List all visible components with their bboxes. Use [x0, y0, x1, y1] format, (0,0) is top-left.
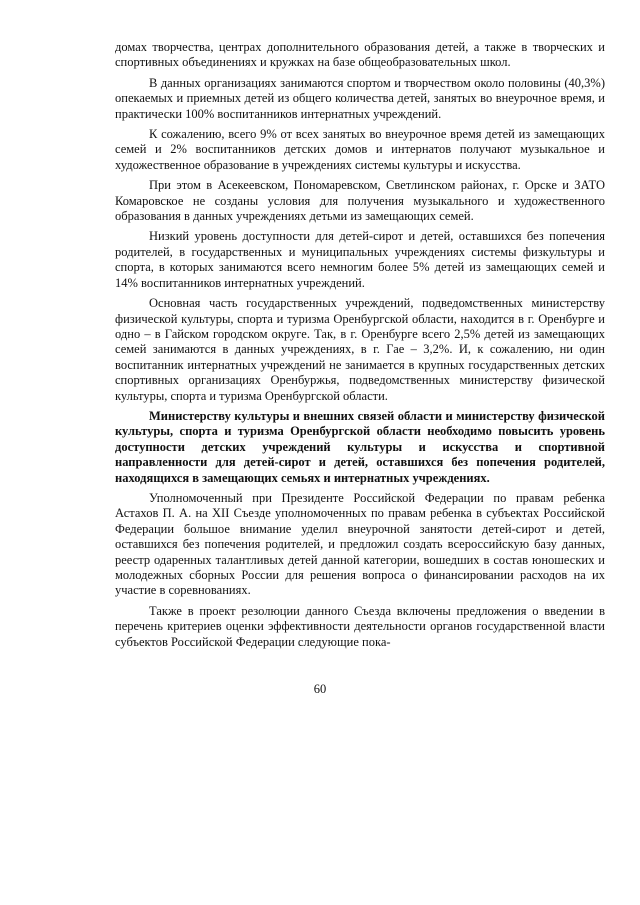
- paragraph-2: В данных организациях занимаются спортом и творчеством около половины (40,3%) опекаемых и приемных детей из общего количества детей, занятых во внеурочное время, и практически 100% воспитанников интернатных учреждений.: [115, 75, 605, 121]
- paragraph-8: Уполномоченный при Президенте Российской Федерации по правам ребенка Астахов П. А. на XII Съезде уполномоченных по правам ребенка в субъектах Российской Федерации большое внимание уделил внеурочной занятости детей-сирот и детей, оставшихся без попечения родителей, и предложил создать всероссийскую базу данных, реестр одаренных талантливых детей данной категории, вошедших в состав юношеских и молодежных сборных России для решения вопроса о финансировании расходов на их участие в соревнованиях.: [115, 490, 605, 598]
- paragraph-4: При этом в Асекеевском, Пономаревском, Светлинском районах, г. Орске и ЗАТО Комаровское не созданы условия для получения музыкального и художественного образования в данных учреждениях детьми из замещающих семей.: [115, 178, 605, 224]
- paragraph-6: Основная часть государственных учреждений, подведомственных министерству физической культуры, спорта и туризма Оренбургской области, находится в г. Оренбурге и одно – в Гайском городском округе. Так, в г. Оренбурге всего 2,5% детей из замещающих семей занимаются в данных учреждениях, в г. Гае – 3,2%. И, к сожалению, ни один воспитанник интернатных учреждений не занимается в крупных государственных детских спортивных организациях Оренбуржья, подведомственных министерству физической культуры, спорта и туризма Оренбургской области.: [115, 296, 605, 403]
- paragraph-7-bold-recommendation: Министерству культуры и внешних связей области и министерству физической культуры, спорта и туризма Оренбургской области необходимо повысить уровень доступности детских учреждений культуры и искусства и спортивной направленности для детей-сирот и детей, оставшихся без попечения родителей, находящихся в замещающих семьях и интернатных учреждениях.: [115, 408, 605, 485]
- paragraph-1: домах творчества, центрах дополнительного образования детей, а также в творческих и спортивных объединениях и кружках на базе общеобразовательных школ.: [115, 40, 605, 70]
- page-number: 60: [313, 682, 327, 696]
- document-page: [115, 40, 605, 655]
- paragraph-5: Низкий уровень доступности для детей-сирот и детей, оставшихся без попечения родителей, в государственных и муниципальных учреждениях системы физкультуры и спорта, в которых занимаются всего немногим более 5% детей из замещающих семей и 14% воспитанников интернатных учреждений.: [115, 229, 605, 290]
- paragraph-9: Также в проект резолюции данного Съезда включены предложения о введении в перечень критериев оценки эффективности деятельности органов государственной власти субъектов Российской Федерации следующие пока-: [115, 603, 605, 649]
- paragraph-3: К сожалению, всего 9% от всех занятых во внеурочное время детей из замещающих семей и 2% воспитанников детских домов и интернатов получают музыкальное и художественное образование в учреждениях системы культуры и искусства.: [115, 127, 605, 172]
